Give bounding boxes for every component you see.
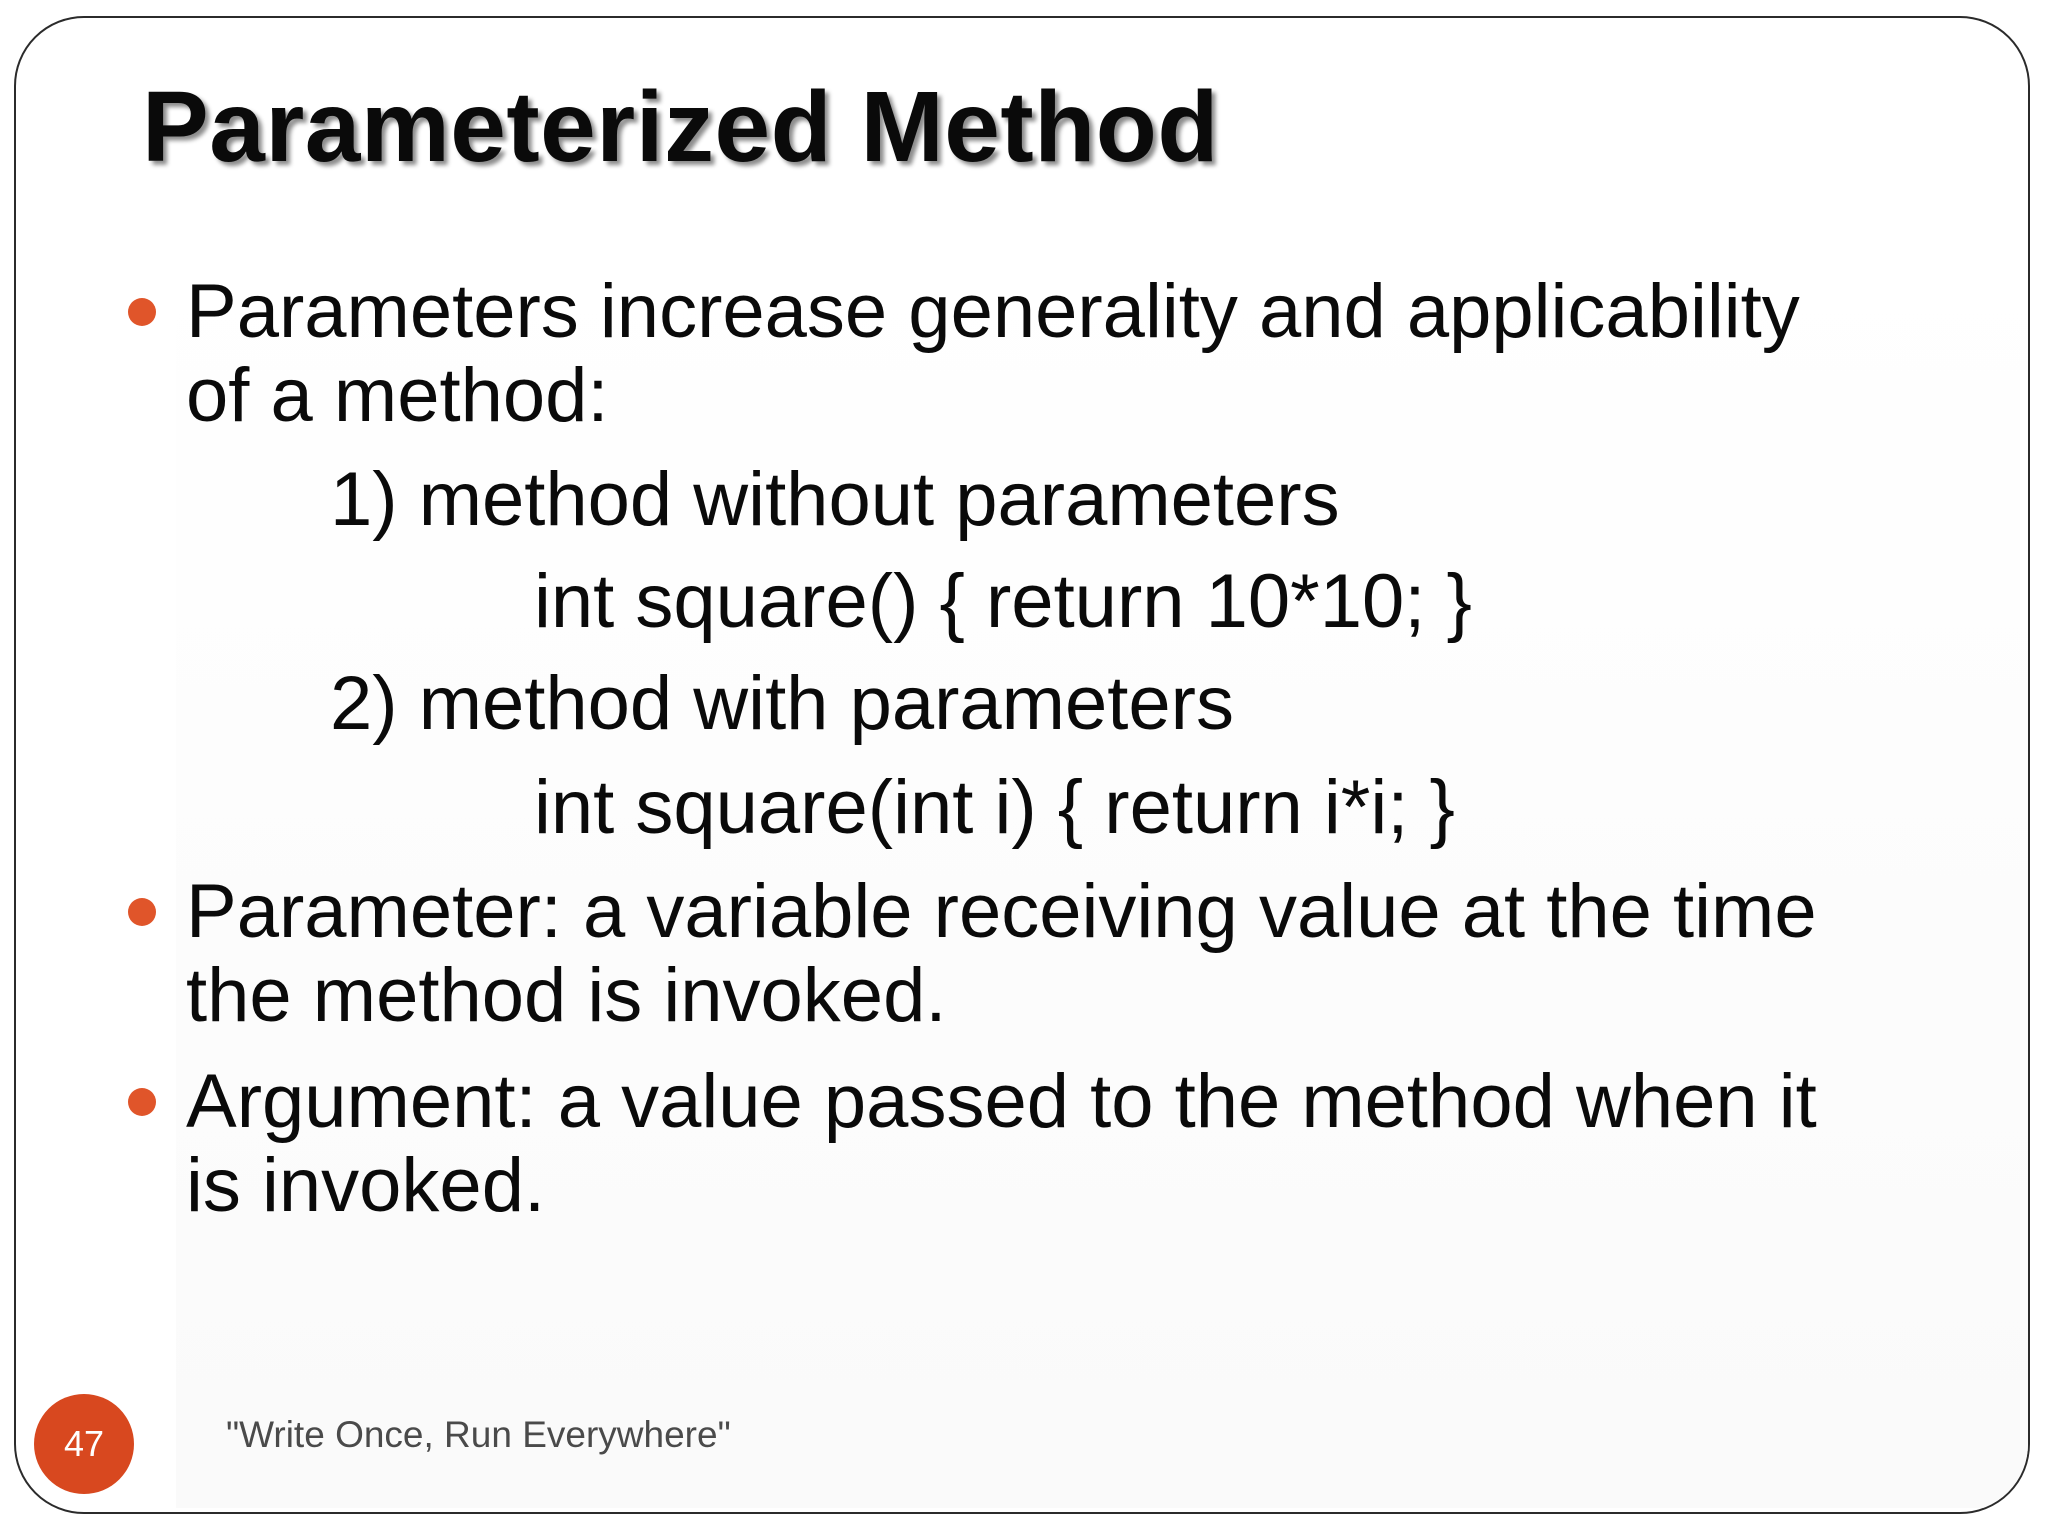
- page-number: 47: [63, 1423, 105, 1464]
- subitem-1-code: int square() { return 10*10; }: [534, 559, 1472, 644]
- page-number-badge: [34, 1394, 134, 1494]
- bullet-dot-2: [128, 898, 156, 926]
- bullet-dot-1: [128, 298, 156, 326]
- subitem-1-label: 1) method without parameters: [330, 457, 1340, 542]
- bullet-2-line-2: the method is invoked.: [186, 953, 947, 1038]
- bullet-3-line-2: is invoked.: [186, 1143, 546, 1228]
- subitem-2-label: 2) method with parameters: [330, 661, 1234, 746]
- slide-title: Parameterized Method: [142, 71, 1219, 183]
- footer-slogan: "Write Once, Run Everywhere": [226, 1414, 731, 1455]
- bullet-2-line-1: Parameter: a variable receiving value at the time: [186, 869, 1817, 954]
- bullet-1-line-1: Parameters increase generality and applicability: [186, 269, 1800, 354]
- subitem-2-code: int square(int i) { return i*i; }: [534, 765, 1455, 850]
- bullet-dot-3: [128, 1088, 156, 1116]
- bullet-1-line-2: of a method:: [186, 353, 609, 438]
- bullet-3-line-1: Argument: a value passed to the method when it: [186, 1059, 1817, 1144]
